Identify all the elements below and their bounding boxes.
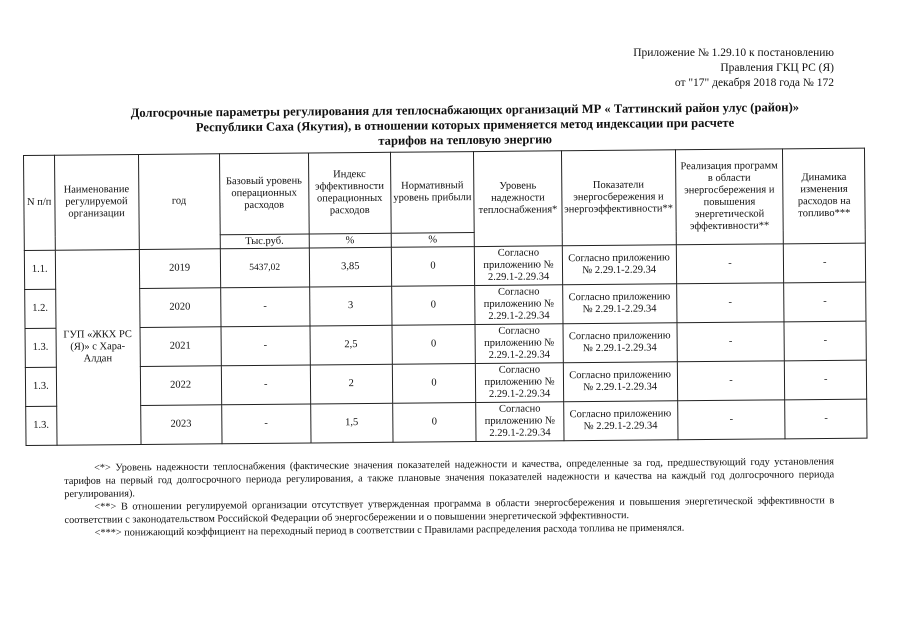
row-fuel: -: [785, 360, 867, 400]
header-profit: Нормативный уровень прибыли: [390, 152, 474, 234]
header-energy-eff: Показатели энергосбережения и энергоэффективности**: [561, 150, 676, 246]
row-year: 2021: [140, 327, 221, 367]
header-fuel: Динамика изменения расходов на топливо***: [783, 148, 865, 244]
title-line-3: тарифов на тепловую энергию: [378, 132, 553, 148]
row-num: 1.1.: [24, 250, 55, 289]
row-num: 1.3.: [25, 367, 56, 406]
row-programs: -: [677, 361, 785, 401]
row-energy-eff: Согласно приложению № 2.29.1-2.29.34: [562, 284, 676, 324]
row-profit: 0: [391, 286, 475, 326]
header-programs: Реализация программ в области энергосбережения и повышения энергетической эффективности**: [675, 149, 784, 245]
row-year: 2023: [140, 405, 221, 445]
header-year: год: [138, 154, 220, 250]
row-fuel: -: [784, 243, 866, 283]
row-index: 1,5: [311, 403, 393, 443]
row-programs: -: [677, 400, 785, 440]
unit-index: %: [309, 233, 391, 248]
header-base: Базовый уровень операционных расходов: [219, 153, 309, 235]
row-base: 5437,02: [220, 248, 310, 288]
row-num: 1.3.: [26, 406, 57, 445]
title-line-1: Долгосрочные параметры регулирования для теплоснабжающих организаций МР « Таттинский район улус (район)»: [130, 100, 800, 120]
row-num: 1.2.: [25, 289, 56, 328]
row-index: 3: [310, 286, 392, 326]
row-fuel: -: [784, 321, 866, 361]
org-name: ГУП «ЖКХ РС (Я)» с Хара-Алдан: [55, 249, 141, 445]
footnote-reliability: <*> Уровень надежности теплоснабжения (фактические значения показателей надежности и качества, определенные за год, предшествующий году установления тарифов на первый год долгосрочного периода регулирования, а также плановые значения показателей надежности и качества на каждый год долгосрочного периода регулирования).: [64, 456, 835, 500]
row-profit: 0: [391, 247, 475, 287]
unit-base: Тыс.руб.: [220, 234, 309, 249]
footnote-energy-efficiency: <**> В отношении регулируемой организации отсутствует утвержденная программа в области энергосбережения и повышения энергетической эффективности в соответствии с законодательством Российской Федерации об энергосбережении и о повышении энергетической эффективности.: [64, 495, 835, 526]
document-title: [80, 100, 850, 152]
header-line-3: от "17" декабря 2018 года № 172: [674, 77, 834, 89]
row-year: 2022: [140, 366, 221, 406]
row-reliability: Согласно приложению № 2.29.1-2.29.34: [476, 363, 564, 403]
row-programs: -: [676, 322, 784, 362]
row-profit: 0: [392, 364, 476, 404]
row-index: 3,85: [309, 247, 391, 287]
table-row: [26, 399, 867, 445]
row-fuel: -: [784, 282, 866, 322]
row-fuel: -: [785, 399, 867, 439]
row-num: 1.3.: [25, 328, 56, 367]
header-index: Индекс эффективности операционных расходов: [308, 152, 391, 234]
header-num: N п/п: [24, 155, 55, 250]
title-line-2: Республики Саха (Якутия), в отношении которых применяется метод индексации при расчете: [195, 115, 735, 135]
footnote-fuel: <***> понижающий коэффициент на переходный период в соответствии с Правилами распределения расхода топлива не применялся.: [94, 522, 685, 539]
row-reliability: Согласно приложению № 2.29.1-2.29.34: [475, 285, 563, 325]
row-reliability: Согласно приложению № 2.29.1-2.29.34: [475, 246, 563, 286]
row-energy-eff: Согласно приложению № 2.29.1-2.29.34: [563, 401, 677, 441]
row-year: 2020: [139, 288, 220, 328]
row-energy-eff: Согласно приложению № 2.29.1-2.29.34: [563, 323, 677, 363]
row-base: -: [221, 326, 311, 366]
row-base: -: [221, 404, 311, 444]
footnotes: [64, 455, 835, 540]
table-header-row: [24, 148, 866, 236]
row-base: -: [220, 287, 310, 327]
header-line-2: Правления ГКЦ РС (Я): [720, 62, 834, 74]
row-profit: 0: [392, 403, 476, 443]
row-index: 2,5: [310, 325, 392, 365]
row-reliability: Согласно приложению № 2.29.1-2.29.34: [475, 324, 563, 364]
row-profit: 0: [392, 325, 476, 365]
header-line-1: Приложение № 1.29.10 к постановлению: [633, 47, 834, 59]
row-programs: -: [676, 283, 784, 323]
row-reliability: Согласно приложению № 2.29.1-2.29.34: [476, 402, 564, 442]
row-index: 2: [310, 364, 392, 404]
row-year: 2019: [139, 249, 220, 289]
unit-profit: %: [391, 233, 475, 248]
row-energy-eff: Согласно приложению № 2.29.1-2.29.34: [563, 362, 677, 402]
header-reliability: Уровень надежности теплоснабжения*: [474, 151, 562, 247]
header-org: Наименование регулируемой организации: [54, 154, 139, 250]
parameters-table: [23, 148, 868, 446]
document-header: [633, 46, 834, 91]
row-energy-eff: Согласно приложению № 2.29.1-2.29.34: [562, 245, 676, 285]
row-base: -: [221, 365, 311, 405]
row-programs: -: [676, 244, 784, 284]
